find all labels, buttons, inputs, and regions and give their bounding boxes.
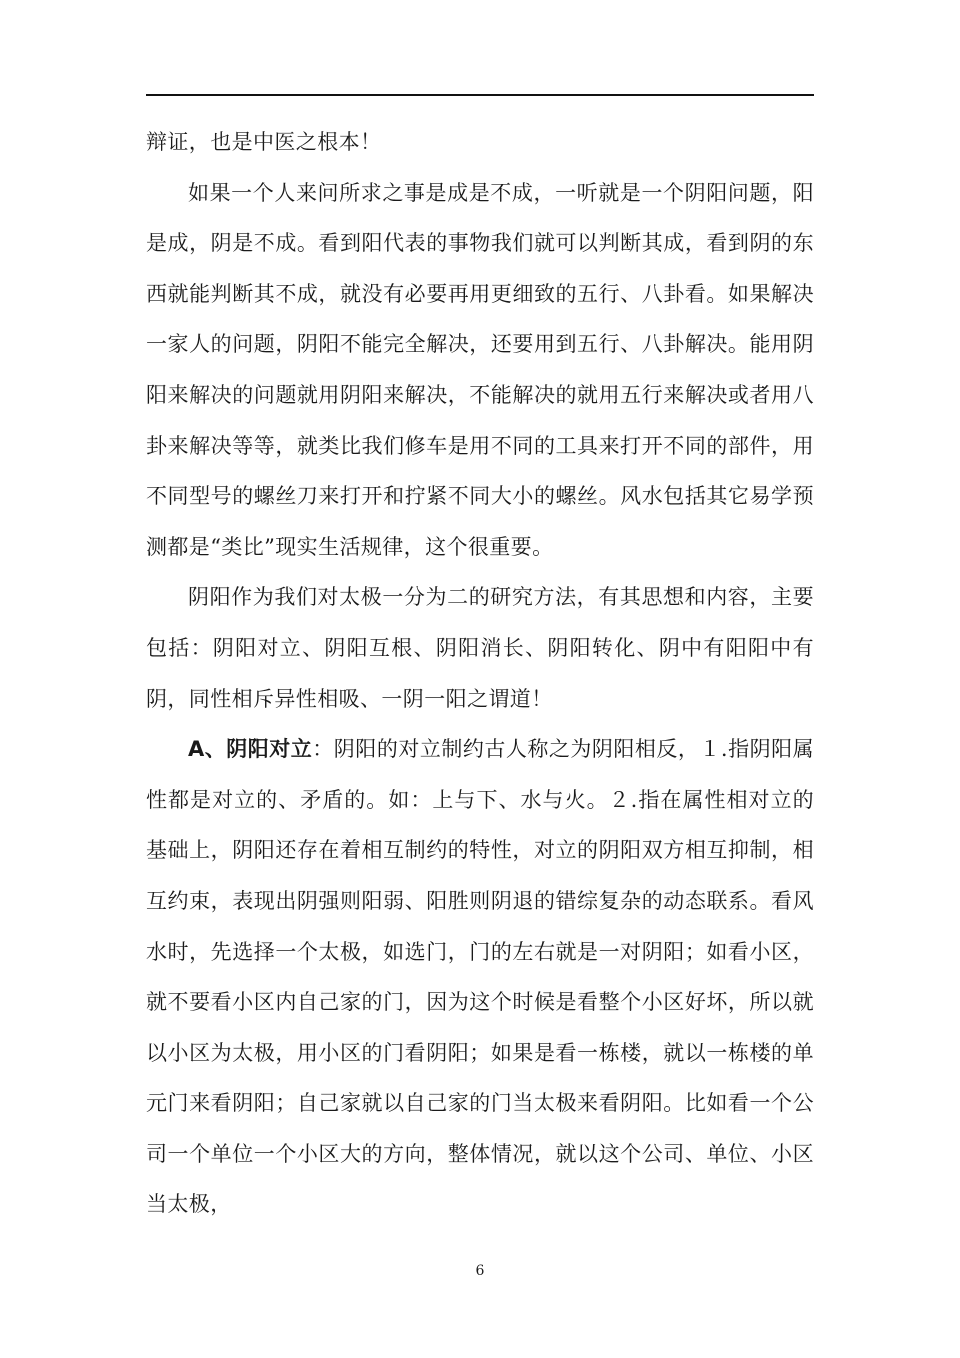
section-heading: A、阴阳对立 — [188, 737, 313, 762]
paragraph-yin-yang-question — [146, 168, 814, 573]
paragraph-yin-yang-method — [146, 572, 814, 724]
body-text — [146, 117, 814, 1230]
page-number: 6 — [475, 1263, 485, 1279]
paragraph-text: 阴阳作为我们对太极一分为二的研究方法，有其思想和内容，主要包括：阴阳对立、阴阳互根、阴阳消长、阴阳转化、阴中有阳阳中有阴，同性相斥异性相吸、一阴一阳之谓道！ — [146, 585, 814, 711]
paragraph-yin-yang-opposition — [146, 724, 814, 1230]
paragraph-text: ：阴阳的对立制约古人称之为阴阳相反，１.指阴阳属性都是对立的、矛盾的。如：上与下、水与火。２.指在属性相对立的基础上，阴阳还存在着相互制约的特性，对立的阴阳双方相互抑制，相互约束，表现出阴强则阳弱、阳胜则阴退的错综复杂的动态联系。看风水时，先选择一个太极，如选门，门的左右就是一对阴阳；如看小区，就不要看小区内自己家的门，因为这个时候是看整个小区好坏，所以就以小区为太极，用小区的门看阴阳；如果是看一栋楼，就以一栋楼的单元门来看阴阳；自己家就以自己家的门当太极来看阴阳。比如看一个公司一个单位一个小区大的方向，整体情况，就以这个公司、单位、小区当太极， — [146, 737, 814, 1217]
header-rule — [146, 94, 814, 96]
paragraph-text: 辩证，也是中医之根本！ — [146, 130, 382, 154]
paragraph-text: 如果一个人来问所求之事是成是不成，一听就是一个阴阳问题，阳是成，阴是不成。看到阳代表的事物我们就可以判断其成，看到阴的东西就能判断其不成，就没有必要再用更细致的五行、八卦看。如果解决一家人的问题，阴阳不能完全解决，还要用到五行、八卦解决。能用阴阳来解决的问题就用阴阳来解决，不能解决的就用五行来解决或者用八卦来解决等等，就类比我们修车是用不同的工具来打开不同的部件，用不同型号的螺丝刀来打开和拧紧不同大小的螺丝。风水包括其它易学预测都是“类比”现实生活规律，这个很重要。 — [146, 180, 814, 559]
paragraph-continuation — [146, 117, 814, 168]
